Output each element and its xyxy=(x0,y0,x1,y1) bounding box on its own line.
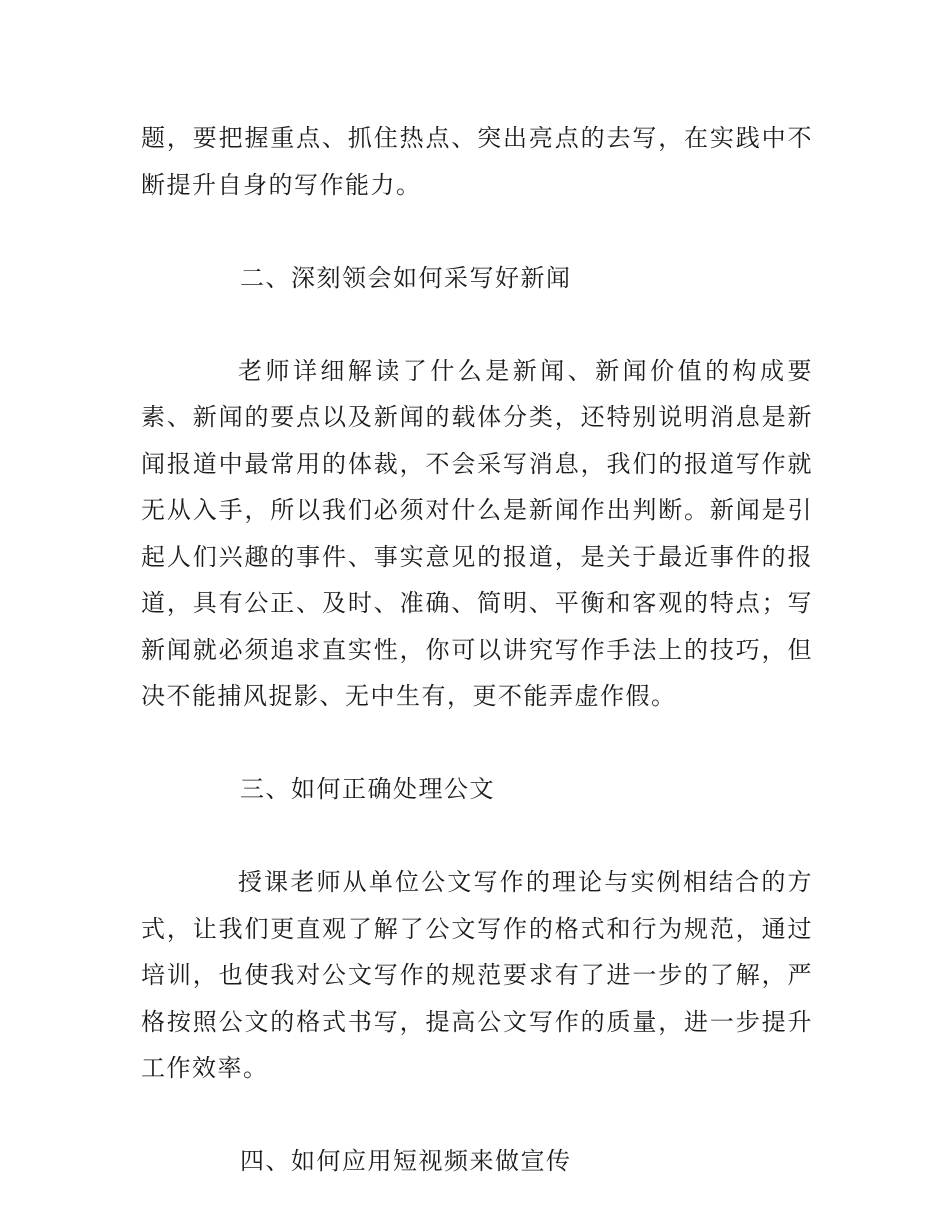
section-heading: 三、如何正确处理公文 xyxy=(240,775,495,803)
document-body xyxy=(141,115,813,1185)
paragraph-spacing xyxy=(141,301,813,348)
section-heading: 二、深刻领会如何采写好新闻 xyxy=(240,263,572,292)
section-heading: 四、如何应用短视频来做宣传 xyxy=(240,1147,572,1175)
body-paragraph: 题，要把握重点、抓住热点、突出亮点的去写，在实践中不断提升自身的写作能力。 xyxy=(141,124,813,199)
body-paragraph: 老师详细解读了什么是新闻、新闻价值的构成要素、新闻的要点以及新闻的载体分类，还特别说明消息是新闻报道中最常用的体裁，不会采写消息，我们的报道写作就无从入手，所以我们必须对什么是新闻作出判断。新闻是引起人们兴趣的事件、事实意见的报道，是关于最近事件的报道，具有公正、及时、准确、简明、平衡和客观的特点；写新闻就必须追求直实性，你可以讲究写作手法上的技巧，但决不能捕风捉影、无中生有，更不能弄虚作假。 xyxy=(141,356,813,710)
paragraph-spacing xyxy=(141,720,813,767)
paragraph-spacing xyxy=(141,1092,813,1139)
paragraph-spacing xyxy=(141,208,813,255)
body-paragraph: 授课老师从单位公文写作的理论与实例相结合的方式，让我们更直观了解了公文写作的格式和行为规范，通过培训，也使我对公文写作的规范要求有了进一步的了解，严格按照公文的格式书写，提高公文写作的质量，进一步提升工作效率。 xyxy=(141,868,813,1082)
paragraph-spacing xyxy=(141,813,813,860)
